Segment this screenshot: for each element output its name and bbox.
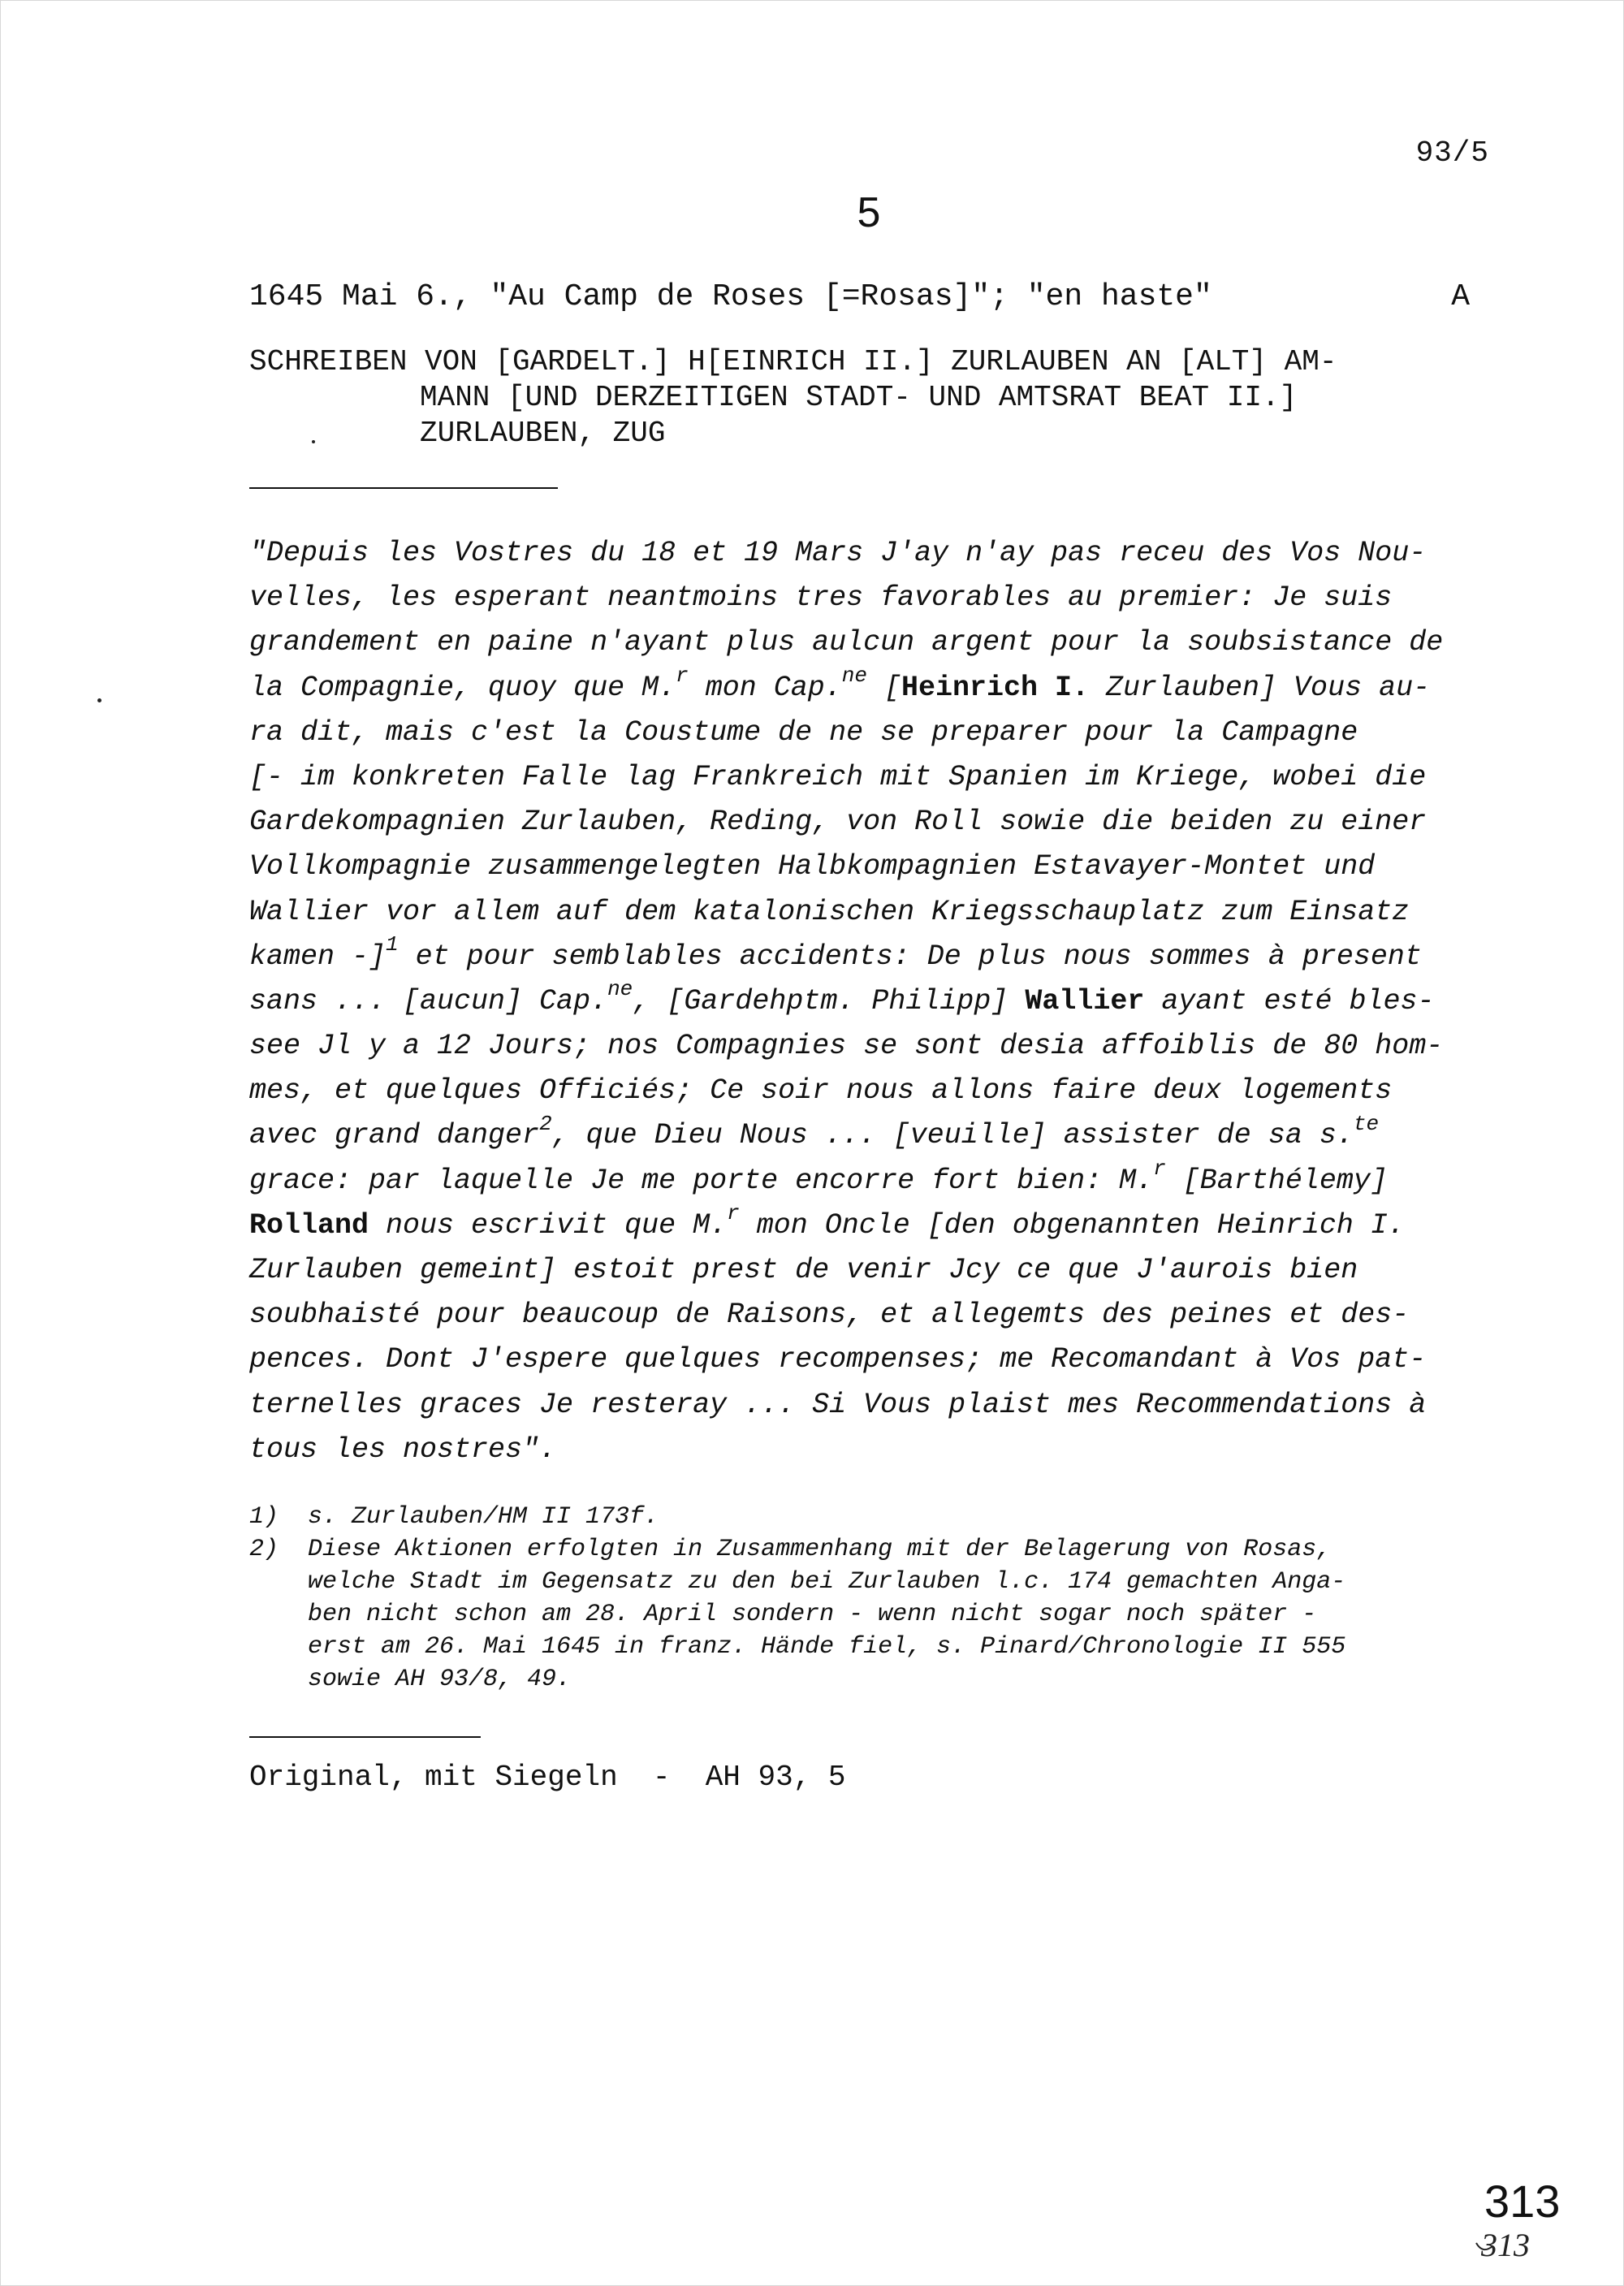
footnote-text: Diese Aktionen erfolgten in Zusammenhang mit der Belagerung von Rosas, welche Stadt im Gegensatz zu den bei Zurlauben l.c. 174 gemachten Anga- ben nicht schon am 28. April sondern - wenn nicht sogar noch später - erst am 26. Mai 1645 in franz. Hände fiel, s. Pinard/Chronologie II 555 sowie AH 93/8, 49.	[308, 1536, 1346, 1693]
handwritten-number-upper: 313	[1484, 2176, 1561, 2227]
handwritten-number-lower: 313	[1481, 2227, 1530, 2262]
body-line: ra dit, mais c'est la Coustume de ne se preparer pour la Campagne	[249, 715, 1358, 749]
document-title	[249, 344, 1475, 452]
body-line: Wallier vor allem auf dem katalonischen Kriegsschauplatz zum Einsatz	[249, 895, 1410, 928]
body-line: tous les nostres".	[249, 1433, 557, 1466]
footnote-text: s. Zurlauben/HM II 173f.	[308, 1503, 659, 1531]
stray-mark	[97, 698, 102, 702]
footnote-number: 2)	[249, 1536, 279, 1563]
title-line-3: ZURLAUBEN, ZUG	[420, 417, 666, 450]
letter-body	[249, 531, 1477, 1472]
page-reference: 93/5	[1415, 136, 1489, 170]
footnote-2	[249, 1533, 1484, 1696]
body-line: [- im konkreten Falle lag Frankreich mit Spanien im Kriege, wobei die	[249, 760, 1427, 793]
superscript: r	[727, 1201, 740, 1226]
body-line: Vollkompagnie zusammengelegten Halbkompagnien Estavayer-Montet und	[249, 850, 1376, 884]
body-line: ternelles graces Je resteray ... Si Vous plaist mes Recommendations à	[249, 1388, 1427, 1421]
bold-name: Wallier	[1025, 984, 1145, 1018]
body-line: soubhaisté pour beaucoup de Raisons, et allegemts des peines et des-	[249, 1299, 1410, 1332]
stray-mark	[312, 440, 315, 443]
body-line: Zurlauben gemeint] estoit prest de venir Jcy ce que J'aurois bien	[249, 1254, 1358, 1286]
body-line: la Compagnie, quoy que M.$^r$ mon Cap.$^{ne}$ [Heinrich I. Zurlauben] Vous au-	[249, 663, 1431, 704]
title-line-1: SCHREIBEN VON [GARDELT.] H[EINRICH II.] ZURLAUBEN AN [ALT] AM-	[249, 345, 1337, 378]
body-line: see Jl y a 12 Jours; nos Compagnies se sont desia affoiblis de 80 hom-	[249, 1030, 1444, 1063]
body-line: mes, et quelques Officiés; Ce soir nous allons faire deux logements	[249, 1074, 1393, 1108]
title-line-2: MANN [UND DERZEITIGEN STADT- UND AMTSRAT BEAT II.]	[420, 381, 1298, 414]
body-line: pences. Dont J'espere quelques recompenses; me Recomandant à Vos pat-	[249, 1343, 1427, 1376]
superscript: ne	[607, 977, 633, 1002]
separator-rule	[249, 1736, 481, 1738]
superscript: ne	[841, 663, 867, 688]
superscript: r	[1153, 1156, 1166, 1181]
body-line: grandement en paine n'ayant plus aulcun argent pour la soubsistance de	[249, 626, 1444, 659]
body-line: avec grand danger$^2$, que Dieu Nous ... [veuille] assister de sa s.$^{te}$	[249, 1111, 1380, 1152]
bold-name: Rolland	[249, 1208, 369, 1242]
body-line: Rolland nous escrivit que M.$^r$ mon Oncle [den obgenannten Heinrich I.	[249, 1201, 1405, 1242]
footnotes	[249, 1501, 1484, 1696]
footnote-ref: 2	[539, 1111, 552, 1136]
superscript: r	[676, 663, 689, 688]
source-note: Original, mit Siegeln - AH 93, 5	[249, 1761, 846, 1794]
body-line: "Depuis les Vostres du 18 et 19 Mars J'ay n'ay pas receu des Vos Nou-	[249, 537, 1427, 569]
body-line: kamen -]$^1$ et pour semblables accidents: De plus nous sommes à present	[249, 932, 1422, 973]
date-line	[249, 279, 1470, 314]
body-line: grace: par laquelle Je me porte encorre fort bien: M.$^r$ [Barthélemy]	[249, 1156, 1388, 1197]
body-line: Gardekompagnien Zurlauben, Reding, von Roll sowie die beiden zu einer	[249, 806, 1427, 839]
superscript: te	[1353, 1111, 1380, 1136]
footnote-ref: 1	[386, 932, 399, 957]
footnote-number: 1)	[249, 1503, 279, 1531]
bold-name: Heinrich I.	[901, 671, 1090, 704]
date-place-text: 1645 Mai 6., "Au Camp de Roses [=Rosas]"; "en haste"	[249, 279, 1212, 314]
separator-rule	[249, 487, 558, 489]
handwritten-page-number	[1470, 2173, 1575, 2262]
body-line: velles, les esperant neantmoins tres favorables au premier: Je suis	[249, 581, 1393, 615]
document-number: 5	[857, 189, 881, 236]
footnote-1	[249, 1501, 1484, 1533]
body-line: sans ... [aucun] Cap.$^{ne}$, [Gardehptm. Philipp] Wallier ayant esté bles-	[249, 977, 1435, 1018]
category-letter: A	[1451, 279, 1470, 314]
